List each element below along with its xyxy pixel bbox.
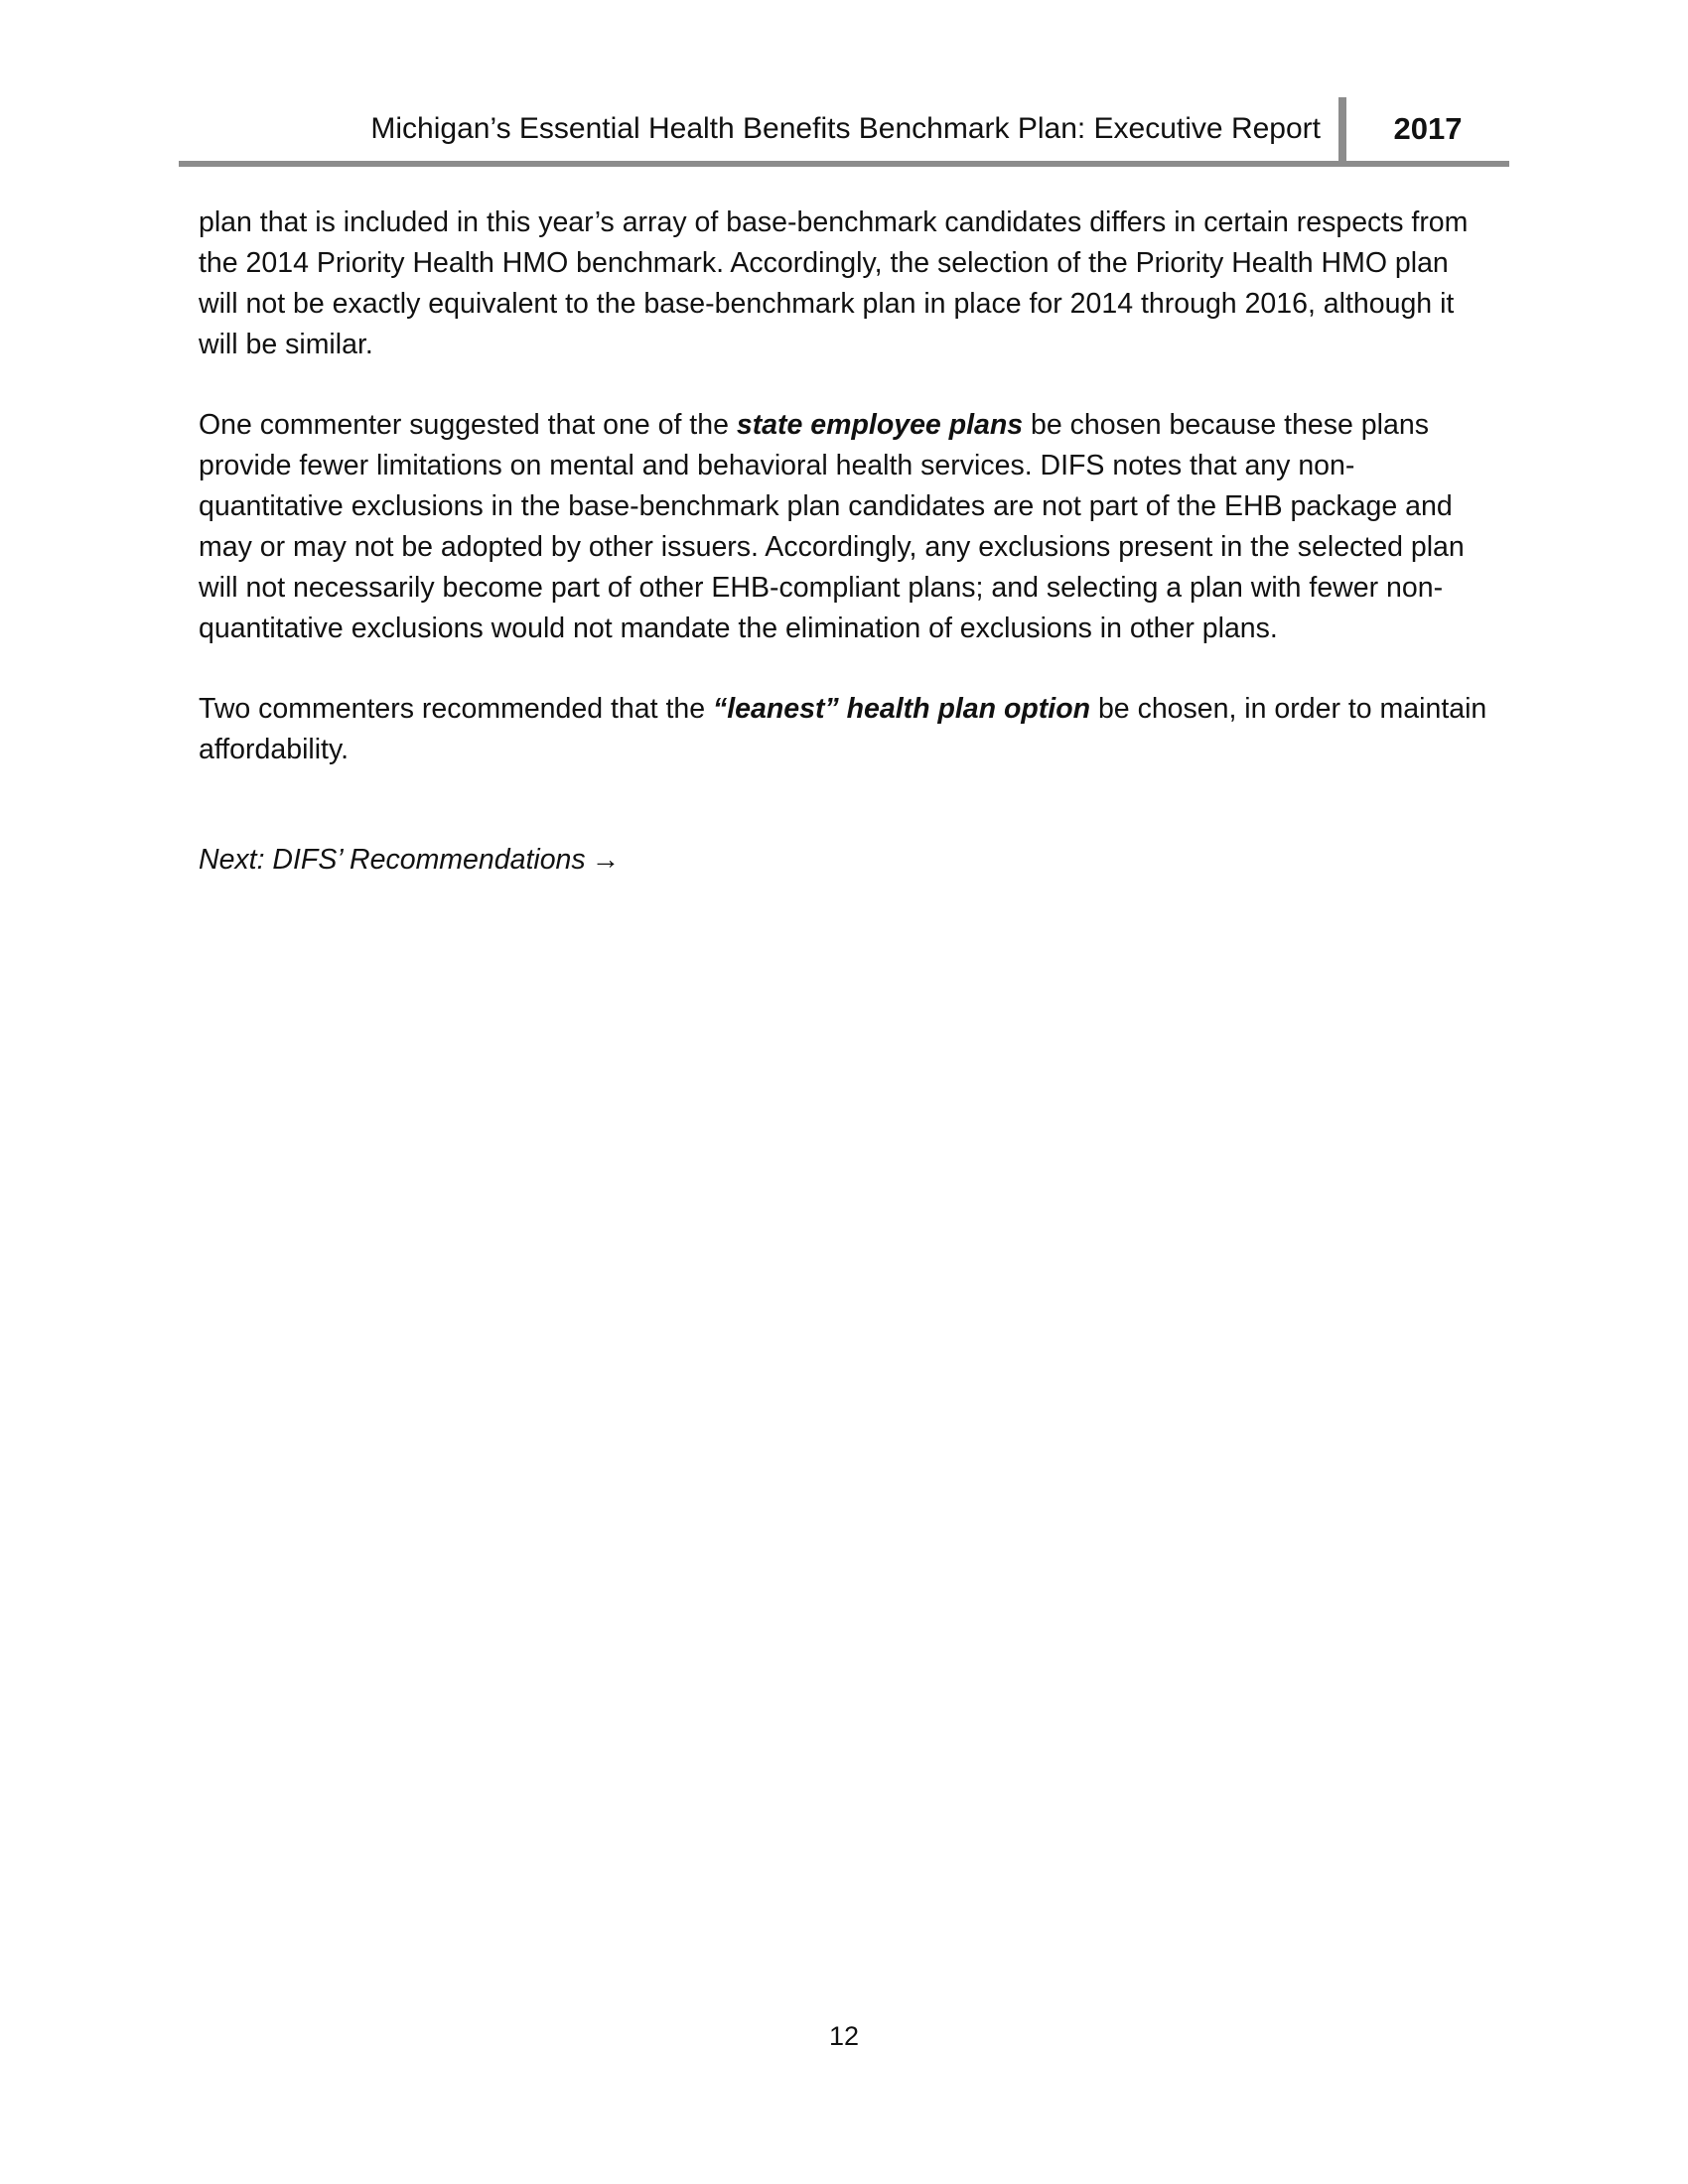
page-header: [179, 97, 1509, 167]
emphasis-leanest-plan: “leanest” health plan option: [712, 693, 1091, 725]
page-number: 12: [828, 2021, 860, 2051]
arrow-right-icon: →: [591, 844, 621, 876]
next-link-label: Next: DIFS’ Recommendations: [199, 844, 586, 876]
next-section-link[interactable]: [199, 840, 620, 881]
emphasis-state-employee-plans: state employee plans: [736, 409, 1024, 441]
paragraph-state-employee-plans: One commenter suggested that one of the state employee plans be chosen because these plans provide fewer limitations on mental and behavioral health services. DIFS notes that any non-quantitative exclusions in the base-benchmark plan candidates are not part of the EHB package and may or may not be adopted by other issuers. Accordingly, any exclusions present in the selected plan will not necessarily become part of other EHB-compliant plans; and selecting a plan with fewer non-quantitative exclusions would not mandate the elimination of exclusions in other plans.: [199, 409, 1465, 644]
body-text: [199, 203, 1489, 881]
paragraph-continuation: plan that is included in this year’s array of base-benchmark candidates differs in certain respects from the 2014 Priority Health HMO benchmark. Accordingly, the selection of the Priority Health HMO plan will not be exactly equivalent to the base-benchmark plan in place for 2014 through 2016, although it will be similar.: [199, 206, 1469, 360]
report-title: Michigan’s Essential Health Benefits Benchmark Plan: Executive Report: [370, 112, 1321, 145]
report-year: 2017: [1393, 111, 1463, 146]
header-rule: [179, 161, 1509, 167]
paragraph-leanest-plan: Two commenters recommended that the “leanest” health plan option be chosen, in order to maintain affordability.: [199, 693, 1487, 765]
header-divider: [1338, 97, 1346, 165]
